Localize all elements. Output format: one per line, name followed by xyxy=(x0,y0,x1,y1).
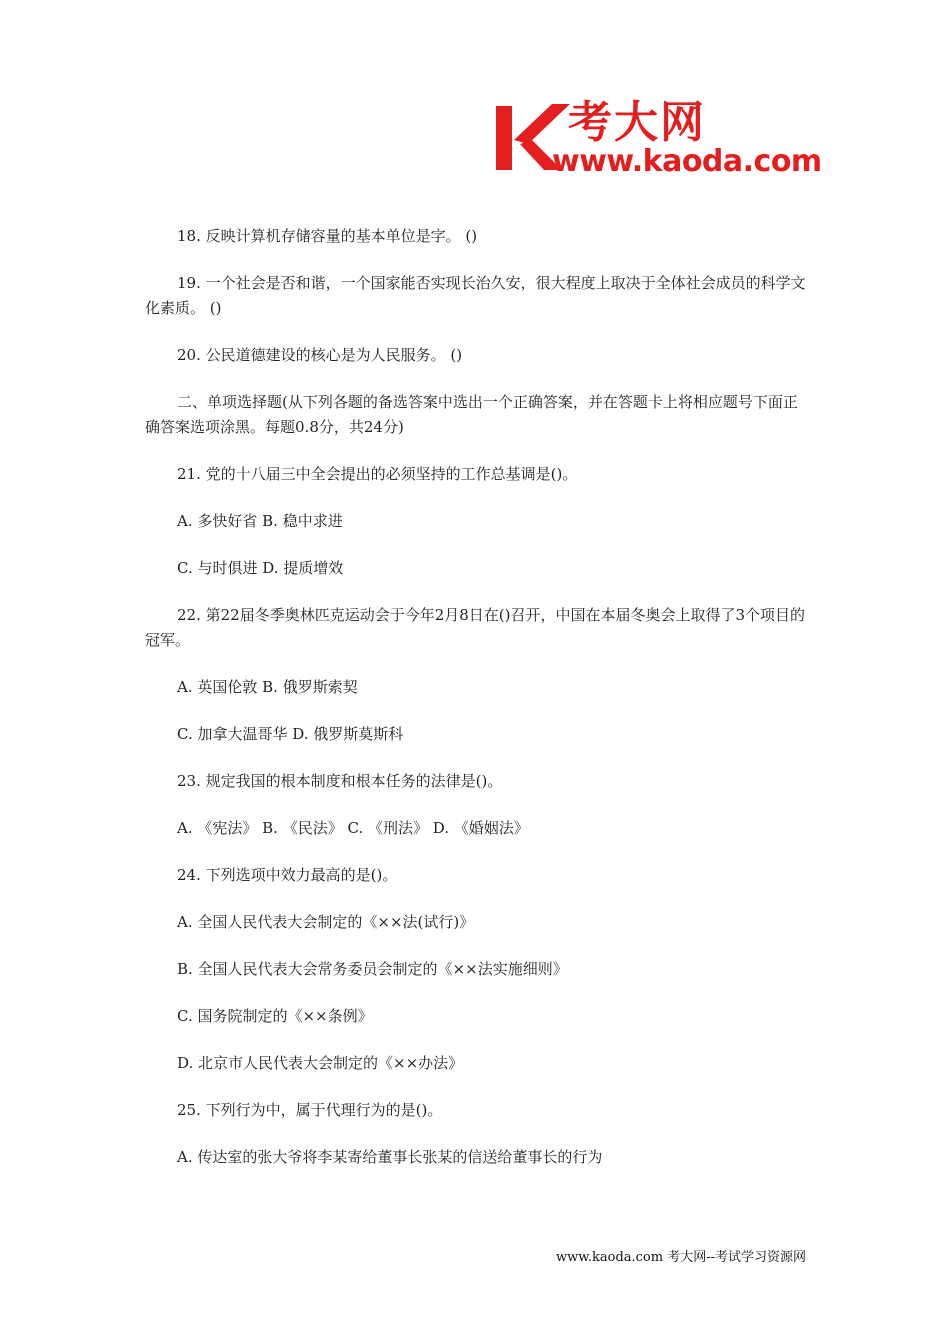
question-24-option-a: A. 全国人民代表大会制定的《××法(试行)》 xyxy=(177,913,475,931)
logo-url: www.kaoda.com xyxy=(552,144,822,179)
question-18: 18. 反映计算机存储容量的基本单位是字。 () xyxy=(177,227,478,245)
question-24-option-c: C. 国务院制定的《××条例》 xyxy=(177,1007,373,1025)
question-23-options: A. 《宪法》 B. 《民法》 C. 《刑法》 D. 《婚姻法》 xyxy=(177,819,529,837)
kaoda-logo xyxy=(492,97,822,180)
question-21-options-cd: C. 与时俱进 D. 提质增效 xyxy=(177,559,344,577)
question-22-options-cd: C. 加拿大温哥华 D. 俄罗斯莫斯科 xyxy=(177,725,404,743)
question-22-options-ab: A. 英国伦敦 B. 俄罗斯索契 xyxy=(177,678,358,696)
question-21: 21. 党的十八届三中全会提出的必须坚持的工作总基调是()。 xyxy=(177,465,578,483)
question-21-options-ab: A. 多快好省 B. 稳中求进 xyxy=(177,512,343,530)
question-19: 19. 一个社会是否和谐，一个国家能否实现长治久安，很大程度上取决于全体社会成员的科学文化素质。 () xyxy=(145,274,806,317)
question-23: 23. 规定我国的根本制度和根本任务的法律是()。 xyxy=(177,772,503,790)
page-footer: www.kaoda.com 考大网--考试学习资源网 xyxy=(556,1250,806,1265)
question-22: 22. 第22届冬季奥林匹克运动会于今年2月8日在()召开，中国在本届冬奥会上取得了3个项目的冠军。 xyxy=(145,606,806,649)
section-heading-single-choice: 二、单项选择题(从下列各题的备选答案中选出一个正确答案，并在答题卡上将相应题号下面正确答案选项涂黑。每题0.8分，共24分) xyxy=(145,393,798,436)
question-24-option-b: B. 全国人民代表大会常务委员会制定的《××法实施细则》 xyxy=(177,960,568,978)
question-24-option-d: D. 北京市人民代表大会制定的《××办法》 xyxy=(177,1054,464,1072)
question-20: 20. 公民道德建设的核心是为人民服务。 () xyxy=(177,346,463,364)
question-25: 25. 下列行为中，属于代理行为的是()。 xyxy=(177,1101,443,1119)
document-body xyxy=(145,224,807,1192)
question-24: 24. 下列选项中效力最高的是()。 xyxy=(177,866,398,884)
question-25-option-a: A. 传达室的张大爷将李某寄给董事长张某的信送给董事长的行为 xyxy=(177,1148,603,1166)
logo-brand-name: 考大网 xyxy=(568,97,706,148)
